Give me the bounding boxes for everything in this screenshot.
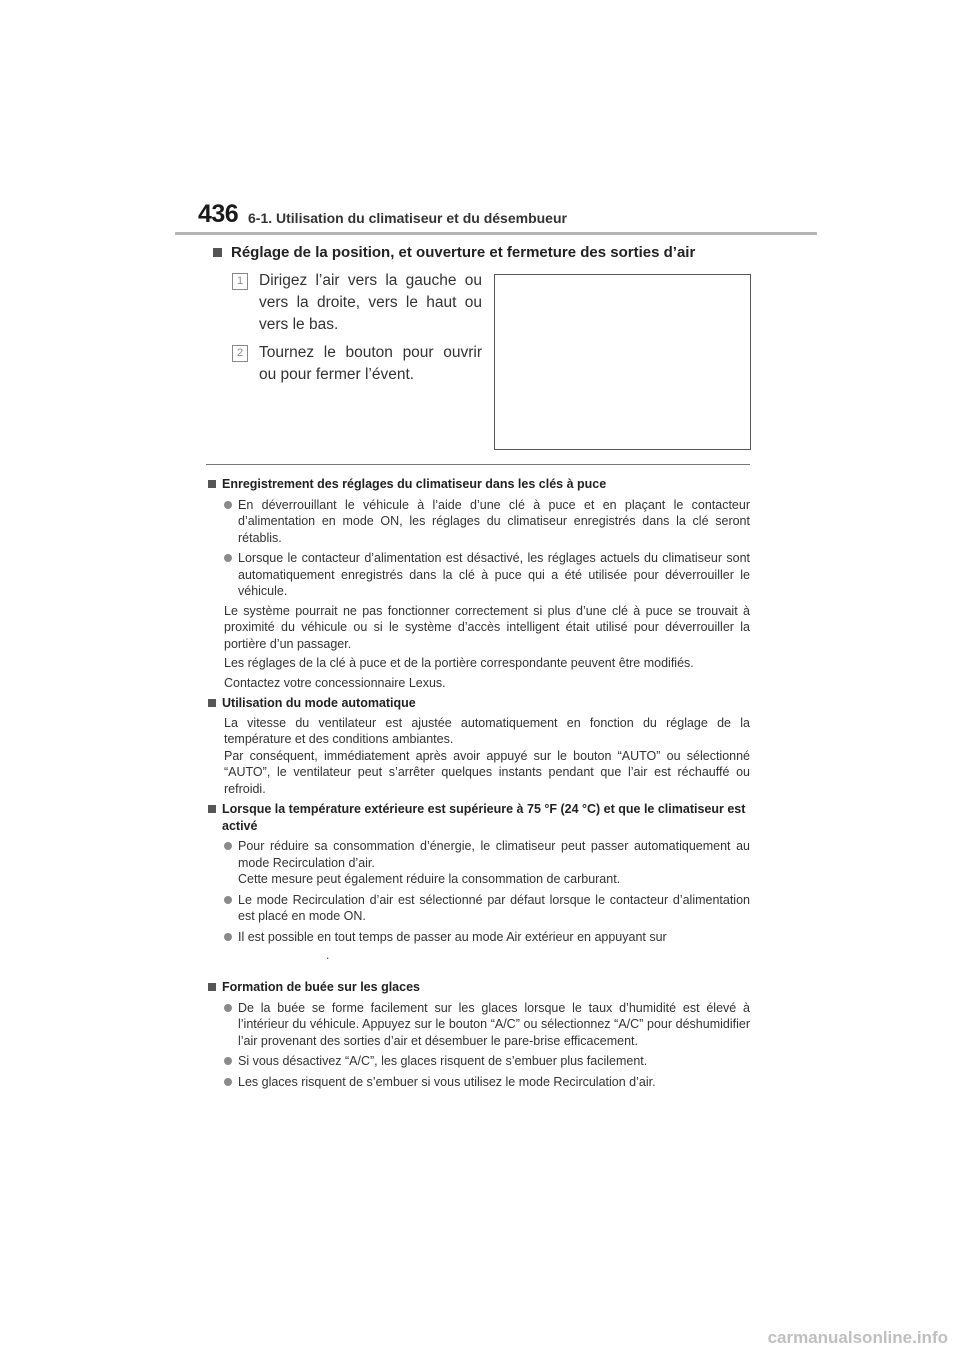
bullet-dot-icon: [224, 933, 232, 941]
square-bullet-icon: [208, 699, 216, 707]
step-text-2: Tournez le bouton pour ouvrir ou pour fermer l’évent.: [259, 344, 482, 383]
main-heading: [213, 244, 695, 261]
note-paragraph: Les réglages de la clé à puce et de la portière correspondante peuvent être modifiés.: [224, 656, 694, 670]
bullet-dot-icon: [224, 501, 232, 509]
bullet-dot-icon: [224, 896, 232, 904]
note-paragraph: Par conséquent, immédiatement après avoir appuyé sur le bouton “AUTO” ou sélectionné “AUTO”, le ventilateur peut s’arrêter quelques instants pendant que l’air est réchauffé ou refroidi.: [224, 748, 750, 796]
watermark: carmanualsonline.info: [767, 1328, 948, 1347]
bullet-dot-icon: [224, 554, 232, 562]
icon-placeholder-line: [208, 945, 750, 975]
page-number: 436: [198, 200, 239, 228]
step-2: [232, 342, 482, 386]
note-bullet: [224, 497, 750, 547]
note-heading-text: Lorsque la température extérieure est supérieure à 75 °F (24 °C) et que le climatiseur est activé: [222, 802, 746, 833]
note-bullet-text: Il est possible en tout temps de passer au mode Air extérieur en appuyant sur: [238, 929, 667, 944]
bullet-dot-icon: [224, 1004, 232, 1012]
step-1: [232, 270, 482, 336]
step-number-1: 1: [232, 273, 248, 290]
section-title: 6-1. Utilisation du climatiseur et du désembueur: [248, 210, 567, 226]
note-bullet: [224, 838, 750, 888]
illustration-frame: [494, 274, 751, 450]
square-bullet-icon: [213, 248, 222, 257]
note-bullet-text: Si vous désactivez “A/C”, les glaces risquent de s’embuer plus facilement.: [238, 1054, 648, 1068]
note-heading: [208, 476, 750, 493]
note-paragraph: Contactez votre concessionnaire Lexus.: [224, 675, 446, 690]
note-bullet-text: Pour réduire sa consommation d’énergie, le climatiseur peut passer automatiquement au mode Recirculation d’air.: [238, 839, 750, 870]
note-bullet-text: Lorsque le contacteur d’alimentation est désactivé, les réglages actuels du climatiseur sont automatiquement enregistrés dans la clé à puce qui a été utilisée pour déverrouiller le véhicule.: [238, 551, 750, 598]
header-rule: [175, 232, 817, 235]
note-heading-text: Formation de buée sur les glaces: [222, 980, 420, 994]
section-divider: [206, 464, 750, 465]
note-heading: [208, 695, 750, 712]
note-heading: [208, 979, 750, 996]
note-bullet-text: De la buée se forme facilement sur les glaces lorsque le taux d’humidité est élevé à l’intérieur du véhicule. Appuyez sur le bouton “A/C” ou sélectionnez “A/C” pour déshumidifier l’air provenant des sorties d’air et désembuer le pare-brise efficacement.: [238, 1000, 750, 1048]
note-bullet: [224, 892, 750, 925]
note-heading: [208, 801, 750, 834]
bullet-dot-icon: [224, 1057, 232, 1065]
square-bullet-icon: [208, 480, 216, 488]
bullet-dot-icon: [224, 1078, 232, 1086]
note-bullet-text: Le mode Recirculation d’air est sélectionné par défaut lorsque le contacteur d’alimentation est placé en mode ON.: [238, 892, 750, 923]
note-bullet-text: Les glaces risquent de s’embuer si vous utilisez le mode Recirculation d’air.: [238, 1074, 656, 1089]
main-heading-text: Réglage de la position, et ouverture et fermeture des sorties d’air: [231, 244, 696, 261]
note-bullet: [224, 550, 750, 600]
note-heading-text: Enregistrement des réglages du climatiseur dans les clés à puce: [222, 477, 607, 491]
note-bullet-text: En déverrouillant le véhicule à l’aide d’une clé à puce et en plaçant le contacteur d’alimentation en mode ON, les réglages du climatiseur enregistrés dans la clé seront rétablis.: [238, 497, 750, 545]
bullet-dot-icon: [224, 842, 232, 850]
notes-section: [208, 472, 750, 1090]
square-bullet-icon: [208, 983, 216, 991]
note-paragraph: La vitesse du ventilateur est ajustée automatiquement en fonction du réglage de la température et des conditions ambiantes.: [224, 715, 750, 746]
note-bullet: [224, 929, 750, 946]
note-bullet: [224, 1074, 750, 1091]
square-bullet-icon: [208, 805, 216, 813]
sentence-end-mark: .: [326, 948, 330, 962]
note-paragraph: Le système pourrait ne pas fonctionner correctement si plus d’une clé à puce se trouvait à proximité du véhicule ou si le système d’accès intelligent était utilisé pour déverrouiller la portière d’un passager.: [224, 603, 750, 651]
note-bullet: [224, 1000, 750, 1050]
step-text-1: Dirigez l’air vers la gauche ou vers la droite, vers le haut ou vers le bas.: [259, 272, 482, 333]
note-bullet: [224, 1053, 750, 1070]
note-heading-text: Utilisation du mode automatique: [222, 696, 416, 710]
step-number-2: 2: [232, 345, 248, 362]
note-bullet-text: Cette mesure peut également réduire la consommation de carburant.: [238, 872, 621, 886]
